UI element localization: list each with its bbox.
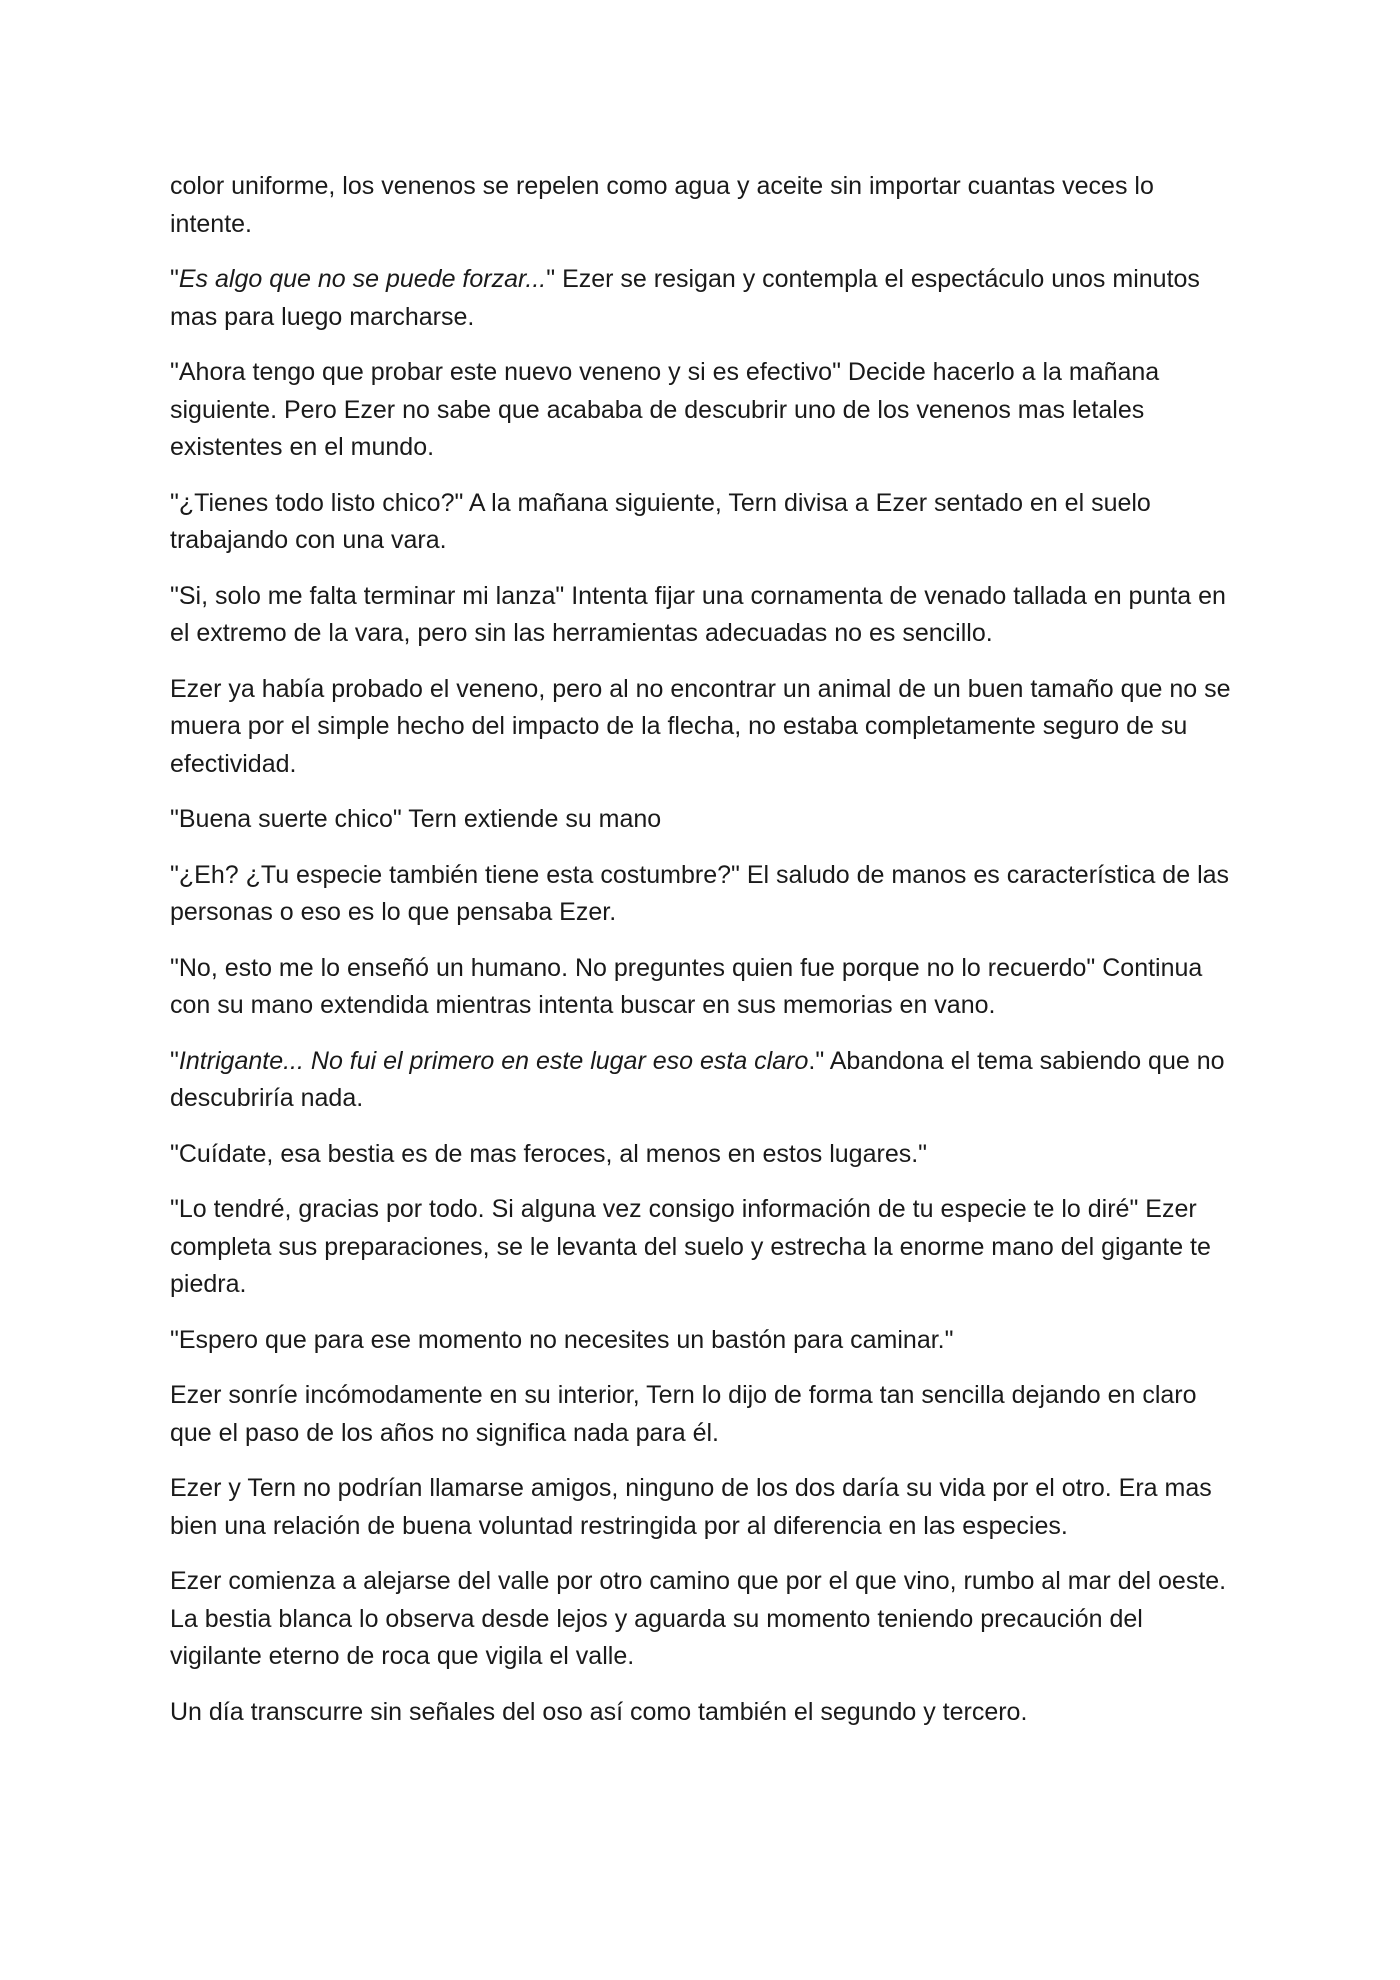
paragraph xyxy=(170,1470,1240,1545)
text-run: "Lo tendré, gracias por todo. Si alguna vez consigo información de tu especie te lo diré" Ezer completa sus preparaciones, se le levanta del suelo y estrecha la enorme mano del gigante te piedra. xyxy=(170,1195,1211,1298)
document-body xyxy=(170,168,1240,1749)
italic-text-run: Intrigante... No fui el primero en este lugar eso esta claro xyxy=(178,1046,809,1075)
text-run: color uniforme, los venenos se repelen como agua y aceite sin importar cuantas veces lo intente. xyxy=(170,172,1154,238)
paragraph xyxy=(170,1377,1240,1452)
paragraph xyxy=(170,801,1240,839)
text-run: " xyxy=(170,1046,179,1075)
paragraph xyxy=(170,1191,1240,1304)
italic-text-run: Es algo que no se puede forzar... xyxy=(178,265,547,293)
paragraph xyxy=(170,485,1240,560)
text-run: "¿Eh? ¿Tu especie también tiene esta costumbre?" El saludo de manos es característica de las personas o eso es lo que pensaba Ezer. xyxy=(170,860,1230,926)
paragraph xyxy=(170,1563,1240,1676)
paragraph xyxy=(170,261,1240,336)
text-run: " Ezer se resigan y contempla el espectáculo unos minutos mas para luego marcharse. xyxy=(170,265,1200,331)
text-run: "Buena suerte chico" Tern extiende su mano xyxy=(170,805,662,833)
paragraph xyxy=(170,1136,1240,1174)
text-run: " xyxy=(170,265,179,293)
text-run: Un día transcurre sin señales del oso así como también el segundo y tercero. xyxy=(170,1697,1028,1726)
text-run: "Si, solo me falta terminar mi lanza" Intenta fijar una cornamenta de venado tallada en punta en el extremo de la vara, pero sin las herramientas adecuadas no es sencillo. xyxy=(170,581,1226,647)
text-run: "Espero que para ese momento no necesites un bastón para caminar." xyxy=(170,1325,954,1354)
paragraph xyxy=(170,950,1240,1025)
text-run: ." Abandona el tema sabiendo que no descubriría nada. xyxy=(170,1046,1225,1112)
paragraph xyxy=(170,857,1240,932)
paragraph xyxy=(170,1322,1240,1360)
text-run: Ezer sonríe incómodamente en su interior, Tern lo dijo de forma tan sencilla dejando en claro que el paso de los años no significa nada para él. xyxy=(170,1381,1197,1447)
text-run: Ezer ya había probado el veneno, pero al no encontrar un animal de un buen tamaño que no se muera por el simple hecho del impacto de la flecha, no estaba completamente seguro de su efectividad. xyxy=(170,674,1231,778)
paragraph xyxy=(170,354,1240,467)
paragraph xyxy=(170,1043,1240,1118)
paragraph xyxy=(170,578,1240,653)
text-run: "No, esto me lo enseñó un humano. No preguntes quien fue porque no lo recuerdo" Continua con su mano extendida mientras intenta buscar en sus memorias en vano. xyxy=(170,953,1203,1019)
text-run: "¿Tienes todo listo chico?" A la mañana siguiente, Tern divisa a Ezer sentado en el suelo trabajando con una vara. xyxy=(170,488,1151,554)
text-run: "Cuídate, esa bestia es de mas feroces, al menos en estos lugares." xyxy=(170,1139,928,1168)
text-run: Ezer comienza a alejarse del valle por otro camino que por el que vino, rumbo al mar del oeste. La bestia blanca lo observa desde lejos y aguarda su momento teniendo precaución del vigilante eterno de roca que vigila el valle. xyxy=(170,1567,1227,1670)
paragraph xyxy=(170,168,1240,243)
paragraph xyxy=(170,1694,1240,1732)
paragraph xyxy=(170,671,1240,784)
text-run: "Ahora tengo que probar este nuevo veneno y si es efectivo" Decide hacerlo a la mañana siguiente. Pero Ezer no sabe que acababa de descubrir uno de los venenos mas letales existentes en el mundo. xyxy=(170,358,1160,461)
text-run: Ezer y Tern no podrían llamarse amigos, ninguno de los dos daría su vida por el otro. Era mas bien una relación de buena voluntad restringida por al diferencia en las especies. xyxy=(170,1474,1212,1540)
